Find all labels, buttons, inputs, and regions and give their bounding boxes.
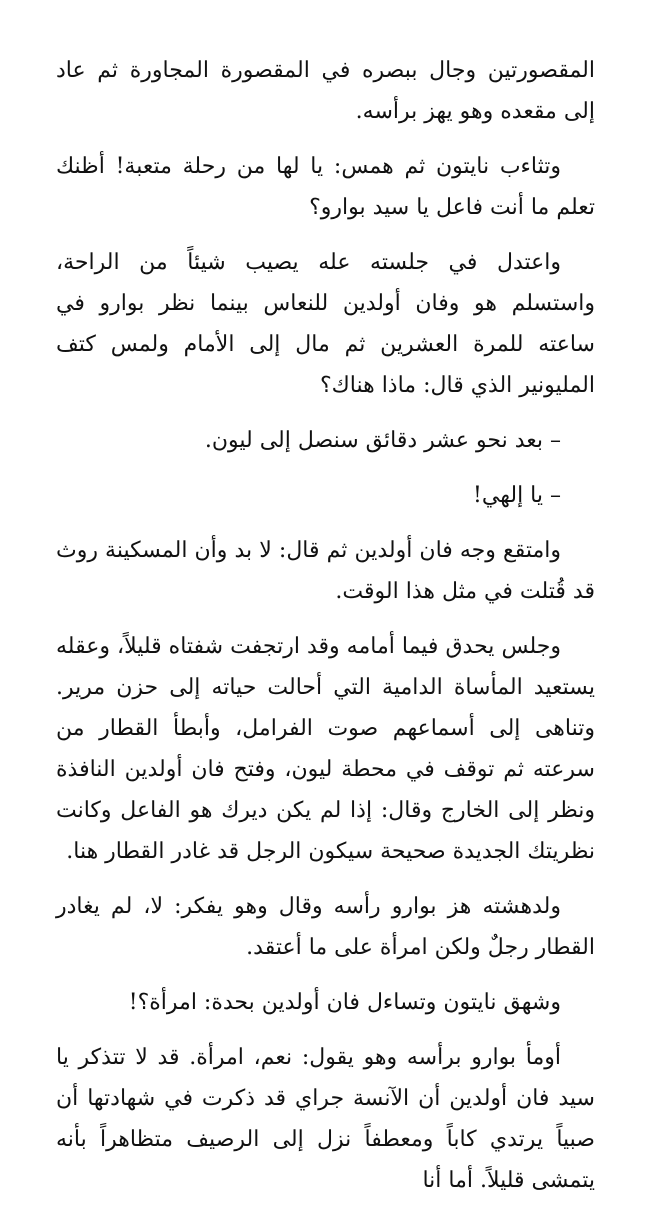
book-page <box>56 50 595 1215</box>
dialogue-line-1: – بعد نحو عشر دقائق سنصل إلى ليون. <box>204 428 561 453</box>
paragraph-3: واعتدل في جلسته عله يصيب شيئاً من الراحة، واستسلم هو وفان أولدين للنعاس بينما نظر بوارو في ساعته للمرة العشرين ثم مال إلى الأمام ولمس كتف المليونير الذي قال: ماذا هناك؟ <box>56 250 595 398</box>
paragraph-5: وجلس يحدق فيما أمامه وقد ارتجفت شفتاه قليلاً، وعقله يستعيد المأساة الدامية التي أحالت حياته إلى حزن مرير. وتناهى إلى أسماعهم صوت الفرامل، وأبطأ القطار من سرعته ثم توقف في محطة ليون، وفتح فان أولدين النافذة ونظر إلى الخارج وقال: إذا لم يكن ديرك هو الفاعل وكانت نظريتك الجديدة صحيحة سيكون الرجل قد غادر القطار هنا. <box>56 634 595 864</box>
paragraph-1: المقصورتين وجال ببصره في المقصورة المجاورة ثم عاد إلى مقعده وهو يهز برأسه. <box>56 58 595 124</box>
paragraph-7: وشهق نايتون وتساءل فان أولدين بحدة: امرأة؟! <box>128 990 561 1015</box>
paragraph-6: ولدهشته هز بوارو رأسه وقال وهو يفكر: لا، لم يغادر القطار رجلٌ ولكن امرأة على ما أعتقد. <box>56 894 595 960</box>
dialogue-line-2: – يا إلهي! <box>473 483 561 508</box>
paragraph-4: وامتقع وجه فان أولدين ثم قال: لا بد وأن المسكينة روث قد قُتلت في مثل هذا الوقت. <box>56 538 595 604</box>
paragraph-2: وتثاءب نايتون ثم همس: يا لها من رحلة متعبة! أظنك تعلم ما أنت فاعل يا سيد بوارو؟ <box>56 154 595 220</box>
paragraph-8: أومأ بوارو برأسه وهو يقول: نعم، امرأة. قد لا تتذكر يا سيد فان أولدين أن الآنسة جراي قد ذكرت في شهادتها أن صبياً يرتدي كاباً ومعطفاً نزل إلى الرصيف متظاهراً بأنه يتمشى قليلاً. أما أنا <box>56 1045 595 1193</box>
